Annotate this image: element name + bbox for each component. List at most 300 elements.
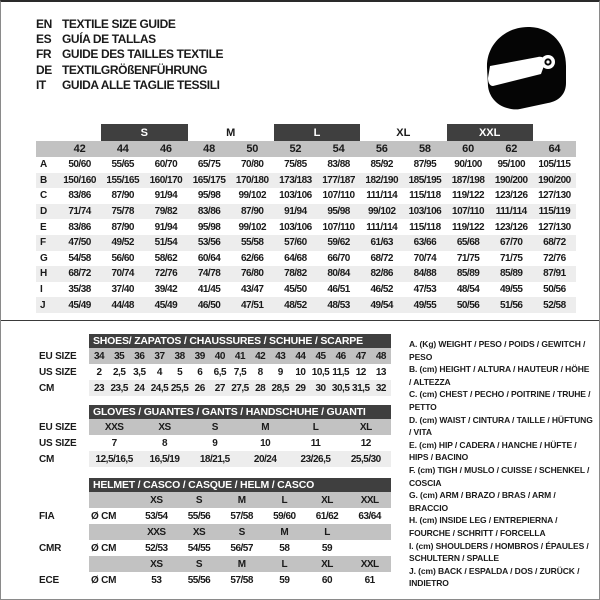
measurement-cell: 39/42 bbox=[154, 284, 178, 296]
measurement-cell: 115/118 bbox=[409, 190, 441, 202]
measurement-cell: 111/114 bbox=[495, 206, 527, 218]
size-cells bbox=[89, 508, 391, 524]
measurement-cell: 87/90 bbox=[111, 190, 134, 202]
measurement-cell: 123/126 bbox=[494, 190, 528, 202]
measurement-cell: 127/130 bbox=[538, 190, 571, 202]
spacer bbox=[39, 467, 391, 478]
language-row bbox=[36, 47, 223, 62]
measurement-cell: 83/88 bbox=[327, 159, 350, 171]
measurement-letter: J bbox=[40, 299, 46, 311]
language-code: EN bbox=[36, 16, 52, 31]
measurement-row bbox=[36, 204, 576, 220]
size-cell: 28 bbox=[255, 382, 266, 394]
measurement-cell: 150/160 bbox=[63, 174, 96, 186]
measurement-cell: 50/56 bbox=[543, 284, 566, 296]
size-cell: 7 bbox=[111, 437, 117, 449]
helmet-value-row bbox=[39, 572, 391, 588]
measurement-cell: 173/183 bbox=[279, 174, 312, 186]
size-column-header: 60 bbox=[462, 143, 474, 155]
measurement-letter: H bbox=[40, 268, 48, 280]
size-cell: 36 bbox=[134, 350, 145, 362]
size-row bbox=[39, 435, 391, 451]
size-cell: 7,5 bbox=[233, 366, 247, 378]
guide-title: GUIDA ALLE TAGLIE TESSILI bbox=[62, 78, 220, 93]
helmet-size-cell: L bbox=[281, 494, 288, 506]
size-group-label: M bbox=[226, 126, 236, 139]
measurement-cell: 182/190 bbox=[365, 174, 399, 186]
measurement-cell: 47/51 bbox=[240, 299, 264, 311]
helmet-size-cell: M bbox=[237, 494, 246, 506]
measurement-cell: 111/114 bbox=[366, 221, 398, 233]
measurement-cell: 49/52 bbox=[111, 237, 134, 249]
measurement-cell: 80/84 bbox=[327, 268, 350, 280]
helmet-value-cell: 58 bbox=[279, 542, 290, 554]
measurement-cell: 63/66 bbox=[413, 237, 437, 249]
guide-title: TEXTILE SIZE GUIDE bbox=[62, 16, 176, 31]
diameter-unit-label: Ø CM bbox=[91, 542, 117, 554]
standard-label: FIA bbox=[39, 510, 55, 522]
language-row bbox=[36, 31, 223, 46]
measurement-cell: 75/78 bbox=[111, 206, 134, 218]
language-row bbox=[36, 16, 223, 31]
helmet-value-row bbox=[39, 540, 391, 556]
size-column-header: 52 bbox=[289, 143, 302, 155]
helmet-value-cell: 59 bbox=[321, 542, 333, 554]
size-row bbox=[39, 419, 391, 435]
size-column-header: 48 bbox=[203, 143, 215, 155]
helmet-size-cell: XXS bbox=[147, 526, 166, 538]
measurement-cell: 90/100 bbox=[454, 159, 482, 171]
size-column-header: 58 bbox=[418, 143, 431, 155]
row-label: US SIZE bbox=[39, 366, 77, 378]
measurement-letter: B bbox=[40, 174, 48, 186]
language-code: FR bbox=[36, 47, 52, 62]
guide-title: TEXTILGRÖßENFÜHRUNG bbox=[62, 62, 208, 77]
section-divider bbox=[1, 320, 600, 321]
measurement-cell: 60/70 bbox=[154, 159, 178, 171]
row-label-empty bbox=[39, 524, 89, 540]
language-code: ES bbox=[36, 32, 52, 47]
measurement-cell: 115/118 bbox=[409, 221, 441, 233]
helmet-size-table bbox=[39, 478, 391, 588]
size-cells bbox=[89, 435, 391, 451]
legend-item: A. (Kg) WEIGHT / PESO / POIDS / GEWITCH / PESO bbox=[409, 339, 586, 362]
measurement-cell: 83/86 bbox=[68, 190, 91, 202]
language-title-list bbox=[36, 16, 223, 93]
measurement-row bbox=[36, 157, 576, 173]
measurement-cell: 71/75 bbox=[456, 252, 480, 264]
size-group-label: L bbox=[274, 124, 360, 141]
measurement-cell: 48/54 bbox=[456, 284, 480, 296]
helmet-size-row bbox=[39, 556, 391, 572]
size-cell: 3,5 bbox=[133, 366, 146, 378]
standard-label: CMR bbox=[39, 542, 62, 554]
helmet-value-cell: 60 bbox=[321, 574, 333, 586]
measurement-cell: 115/119 bbox=[538, 206, 571, 218]
size-row bbox=[39, 451, 391, 467]
helmet-size-cell: L bbox=[281, 558, 288, 570]
size-cells bbox=[89, 556, 391, 572]
measurement-cell: 103/106 bbox=[408, 206, 442, 218]
legend-item: I. (cm) SHOULDERS / HOMBROS / ÉPAULES / SCHULTERN / SPALLE bbox=[409, 540, 589, 564]
size-cell: 23,5 bbox=[110, 382, 128, 394]
size-cell: 48 bbox=[375, 350, 386, 362]
size-cell: 10,5 bbox=[311, 366, 330, 378]
size-cell: 8 bbox=[257, 366, 263, 378]
helmet-size-cell: S bbox=[195, 494, 203, 506]
measurement-cell: 67/70 bbox=[499, 237, 523, 249]
measurement-cell: 105/115 bbox=[538, 159, 571, 171]
clothing-size-table bbox=[36, 124, 576, 313]
row-label-empty bbox=[39, 492, 89, 508]
row-label: EU SIZE bbox=[39, 421, 77, 433]
size-column-header: 46 bbox=[159, 143, 172, 155]
measurement-cell: 95/98 bbox=[197, 190, 221, 202]
measurement-cell: 60/64 bbox=[197, 252, 221, 264]
size-cell: 41 bbox=[234, 350, 246, 362]
helmet-size-cell: XXL bbox=[360, 494, 379, 506]
measurement-cell: 51/54 bbox=[154, 237, 178, 249]
measurement-cell: 70/80 bbox=[240, 159, 264, 171]
measurement-cell: 78/82 bbox=[284, 268, 307, 280]
helmet-value-cell: 56/57 bbox=[230, 542, 253, 554]
size-cell: 11 bbox=[310, 437, 321, 449]
size-cell: 8 bbox=[161, 437, 168, 449]
size-cell: 38 bbox=[174, 350, 185, 362]
size-cell: 23 bbox=[94, 382, 105, 394]
helmet-value-cell: 54/55 bbox=[187, 542, 211, 554]
guide-title: GUÍA DE TALLAS bbox=[62, 32, 156, 47]
measurement-cell: 55/65 bbox=[111, 159, 134, 171]
size-group-row bbox=[36, 124, 576, 141]
size-cell: 32 bbox=[375, 382, 386, 394]
size-cell: 39 bbox=[194, 350, 205, 362]
helmet-size-cell: XL bbox=[321, 558, 333, 570]
spacer bbox=[39, 396, 391, 405]
measurement-letter: I bbox=[40, 284, 43, 296]
legend-item: C. (cm) CHEST / PECHO / POITRINE / TRUHE / PETTO bbox=[409, 389, 591, 412]
size-column-header: 50 bbox=[246, 143, 259, 155]
helmet-value-cell: 53 bbox=[151, 574, 162, 586]
helmet-value-cell: 55/56 bbox=[187, 574, 211, 586]
size-group-label: S bbox=[101, 124, 187, 141]
size-cells bbox=[89, 524, 391, 540]
measurement-cell: 41/45 bbox=[197, 284, 221, 296]
helmet-size-cell: L bbox=[324, 526, 330, 538]
size-cell: 30,5 bbox=[331, 382, 350, 394]
measurement-cell: 68/72 bbox=[68, 268, 91, 280]
measurement-row bbox=[36, 235, 576, 251]
helmet-size-cell: XXL bbox=[360, 558, 379, 570]
helmet-icon bbox=[475, 16, 575, 116]
size-cells bbox=[89, 380, 391, 396]
measurement-cell: 37/40 bbox=[111, 284, 134, 296]
measurement-letter: G bbox=[40, 252, 48, 264]
measurement-cell: 48/52 bbox=[284, 299, 307, 311]
size-column-header: 54 bbox=[332, 143, 345, 155]
size-cell: 47 bbox=[355, 350, 366, 362]
row-label-empty bbox=[39, 556, 89, 572]
helmet-value-cell: 52/53 bbox=[145, 542, 168, 554]
measurement-cell: 79/82 bbox=[154, 206, 178, 218]
measurement-cell: 64/68 bbox=[284, 252, 307, 264]
size-cell: 27 bbox=[214, 382, 225, 394]
size-cell: 2 bbox=[96, 366, 102, 378]
size-cell: 16,5/19 bbox=[149, 453, 180, 465]
size-cell: 25,5/30 bbox=[350, 453, 381, 465]
measurement-cell: 45/50 bbox=[284, 284, 307, 296]
row-label: EU SIZE bbox=[39, 350, 77, 362]
helmet-size-row bbox=[39, 492, 391, 508]
measurement-cell: 70/74 bbox=[111, 268, 134, 280]
measurement-cell: 49/54 bbox=[370, 299, 393, 311]
legend-item: H. (cm) INSIDE LEG / ENTREPIERNA / FOURCHE / SCHRITT / FORCELLA bbox=[409, 515, 558, 538]
size-column-header: 44 bbox=[116, 143, 129, 155]
size-cell: 12 bbox=[360, 437, 371, 449]
measurement-cell: 85/89 bbox=[499, 268, 523, 280]
helmet-size-cell: XS bbox=[150, 558, 163, 570]
measurement-cell: 43/47 bbox=[240, 284, 264, 296]
measurement-cell: 62/66 bbox=[240, 252, 264, 264]
measurement-cell: 83/86 bbox=[197, 206, 221, 218]
language-code: DE bbox=[36, 62, 52, 77]
size-cell: 45 bbox=[315, 350, 326, 362]
group-spacer bbox=[36, 124, 101, 141]
measurement-row bbox=[36, 266, 576, 282]
measurement-cell: 107/110 bbox=[322, 221, 355, 233]
measurement-cell: 99/102 bbox=[238, 190, 267, 202]
measurement-cell: 74/78 bbox=[197, 268, 221, 280]
measurement-cell: 49/55 bbox=[499, 284, 523, 296]
size-number-header-row bbox=[36, 141, 576, 157]
helmet-size-cell: M bbox=[237, 558, 246, 570]
section-title: SHOES/ ZAPATOS / CHAUSSURES / SCHUHE / SCARPE bbox=[89, 334, 391, 348]
row-label: CM bbox=[39, 382, 55, 394]
legend-item: F. (cm) TIGH / MUSLO / CUISSE / SCHENKEL / COSCIA bbox=[409, 464, 590, 488]
section-title: HELMET / CASCO / CASQUE / HELM / CASCO bbox=[89, 478, 391, 492]
measurement-cell: 50/56 bbox=[456, 299, 480, 311]
row-label: US SIZE bbox=[39, 437, 77, 449]
size-cell: 28,5 bbox=[271, 382, 289, 394]
size-cell: 9 bbox=[277, 366, 283, 378]
size-cell: L bbox=[312, 421, 319, 433]
diameter-unit-label: Ø CM bbox=[91, 510, 117, 522]
size-cells bbox=[89, 572, 391, 588]
size-cell: 26 bbox=[194, 382, 205, 394]
measurement-cell: 95/100 bbox=[497, 159, 526, 171]
size-cell: 46 bbox=[335, 350, 346, 362]
measurement-letter: C bbox=[40, 190, 48, 202]
size-cell: 30 bbox=[315, 382, 326, 394]
helmet-size-row bbox=[39, 524, 391, 540]
measurement-cell: 190/200 bbox=[538, 174, 571, 186]
measurement-cell: 160/170 bbox=[149, 174, 183, 186]
size-cell: 10 bbox=[295, 366, 306, 378]
legend-item: G. (cm) ARM / BRAZO / BRAS / ARM / BRACCIO bbox=[409, 490, 556, 513]
accessory-size-tables bbox=[39, 334, 391, 588]
group-spacer bbox=[533, 124, 576, 141]
size-column-header: 42 bbox=[73, 143, 86, 155]
measurement-cell: 44/48 bbox=[111, 299, 134, 311]
size-cell: 23/26,5 bbox=[300, 453, 331, 465]
measurement-cell: 52/58 bbox=[543, 299, 566, 311]
measurement-cell: 58/62 bbox=[154, 252, 178, 264]
measurement-cell: 65/68 bbox=[456, 237, 480, 249]
legend-item: B. (cm) HEIGHT / ALTURA / HAUTEUR / HÖHE / ALTEZZA bbox=[409, 364, 590, 387]
size-cells bbox=[89, 348, 391, 364]
measurement-cell: 155/165 bbox=[106, 174, 140, 186]
helmet-value-row bbox=[39, 508, 391, 524]
guide-title: GUIDE DES TAILLES TEXTILE bbox=[62, 47, 224, 62]
size-cell: 25,5 bbox=[170, 382, 189, 394]
helmet-value-cell: 57/58 bbox=[230, 510, 253, 522]
size-cell: 12,5/16,5 bbox=[95, 453, 133, 465]
measurement-cell: 50/60 bbox=[68, 159, 91, 171]
measurement-cell: 45/49 bbox=[154, 299, 178, 311]
measurement-cell: 55/58 bbox=[240, 237, 264, 249]
measurement-cell: 71/74 bbox=[68, 206, 91, 218]
helmet-size-cell: XL bbox=[321, 494, 333, 506]
measurement-row bbox=[36, 297, 576, 313]
size-cell: 35 bbox=[114, 350, 125, 362]
measurement-cell: 99/102 bbox=[238, 221, 267, 233]
size-group-label: XL bbox=[396, 126, 411, 139]
measurement-cell: 95/98 bbox=[327, 206, 350, 218]
size-cell: 24 bbox=[134, 382, 145, 394]
measurement-cell: 99/102 bbox=[367, 206, 396, 218]
helmet-value-cell: 53/54 bbox=[145, 510, 168, 522]
size-cell: 9 bbox=[212, 437, 218, 449]
size-cell: 24,5 bbox=[150, 382, 169, 394]
measurement-cell: 56/60 bbox=[111, 252, 134, 264]
measurement-cell: 85/92 bbox=[370, 159, 393, 171]
size-cell: 27,5 bbox=[231, 382, 249, 394]
measurement-cell: 84/88 bbox=[413, 268, 437, 280]
measurement-cell: 61/63 bbox=[370, 237, 393, 249]
size-cell: 34 bbox=[94, 350, 105, 362]
measurement-cell: 185/195 bbox=[408, 174, 442, 186]
size-cell: 5 bbox=[177, 366, 183, 378]
measurement-row bbox=[36, 188, 576, 204]
size-cell: M bbox=[261, 421, 270, 433]
size-group-label: XXL bbox=[447, 124, 533, 141]
measurement-cell: 68/72 bbox=[543, 237, 566, 249]
size-cell: 6 bbox=[197, 366, 203, 378]
size-cell: 18/21,5 bbox=[199, 453, 230, 465]
measurement-cell: 66/70 bbox=[327, 252, 350, 264]
measurement-cell: 187/198 bbox=[451, 174, 485, 186]
measurement-letter: E bbox=[40, 221, 47, 233]
measurement-cell: 75/85 bbox=[284, 159, 307, 171]
measurement-cell: 119/122 bbox=[452, 221, 485, 233]
helmet-value-cell: 55/56 bbox=[187, 510, 211, 522]
measurement-cell: 127/130 bbox=[538, 221, 571, 233]
language-code: IT bbox=[36, 78, 46, 93]
language-row bbox=[36, 78, 223, 93]
measurement-row bbox=[36, 282, 576, 298]
measurement-cell: 35/38 bbox=[68, 284, 91, 296]
measurement-cell: 57/60 bbox=[284, 237, 307, 249]
size-cell: 2,5 bbox=[112, 366, 126, 378]
measurement-row bbox=[36, 251, 576, 267]
diameter-unit-label: Ø CM bbox=[91, 574, 117, 586]
measurement-cell: 48/53 bbox=[327, 299, 350, 311]
measurement-cell: 91/94 bbox=[154, 190, 178, 202]
row-label: CM bbox=[39, 453, 55, 465]
helmet-value-cell: 57/58 bbox=[230, 574, 253, 586]
helmet-value-cell: 61/62 bbox=[315, 510, 339, 522]
legend-item: J. (cm) BACK / ESPALDA / DOS / ZURÜCK / INDIETRO bbox=[409, 565, 580, 589]
measurement-cell: 59/62 bbox=[327, 237, 350, 249]
size-cell: 37 bbox=[154, 350, 165, 362]
measurement-cell: 53/56 bbox=[197, 237, 221, 249]
measurement-cell: 46/50 bbox=[197, 299, 221, 311]
measurement-letter: F bbox=[40, 237, 47, 249]
size-cells bbox=[89, 540, 391, 556]
measurement-cell: 170/180 bbox=[235, 174, 269, 186]
measurement-cell: 46/51 bbox=[327, 284, 350, 296]
measurement-cell: 71/75 bbox=[499, 252, 523, 264]
helmet-value-cell: 59 bbox=[279, 574, 290, 586]
size-cells bbox=[89, 364, 391, 380]
helmet-size-cell: S bbox=[195, 558, 203, 570]
measurement-cell: 123/126 bbox=[494, 221, 528, 233]
size-cell: XS bbox=[158, 421, 171, 433]
size-cell: 10 bbox=[260, 437, 271, 449]
measurement-cell: 87/90 bbox=[240, 206, 264, 218]
size-cell: 11,5 bbox=[332, 366, 350, 378]
measurement-cell: 46/52 bbox=[370, 284, 393, 296]
measurement-cell: 72/76 bbox=[154, 268, 178, 280]
measurement-cell: 65/75 bbox=[197, 159, 221, 171]
size-row bbox=[39, 348, 391, 364]
size-column-header: 56 bbox=[375, 143, 388, 155]
measurement-cell: 107/110 bbox=[322, 190, 355, 202]
measurement-cell: 72/76 bbox=[543, 252, 566, 264]
measurement-cell: 83/86 bbox=[68, 221, 91, 233]
measurement-row bbox=[36, 219, 576, 235]
measurement-cell: 51/56 bbox=[499, 299, 523, 311]
measurement-cell: 85/89 bbox=[456, 268, 480, 280]
measurement-cell: 45/49 bbox=[68, 299, 91, 311]
measurement-legend bbox=[409, 338, 593, 590]
size-cells bbox=[89, 492, 391, 508]
size-row bbox=[39, 380, 391, 396]
measurement-cell: 54/58 bbox=[68, 252, 91, 264]
size-cell: 6,5 bbox=[213, 366, 227, 378]
helmet-size-cell: XS bbox=[150, 494, 163, 506]
size-row bbox=[39, 364, 391, 380]
measurement-cell: 47/53 bbox=[413, 284, 437, 296]
shoes-size-table bbox=[39, 334, 391, 396]
measurement-letter: D bbox=[40, 206, 48, 218]
size-cell: 4 bbox=[156, 366, 162, 378]
helmet-size-cell: XS bbox=[192, 526, 206, 538]
measurement-cell: 103/106 bbox=[279, 221, 312, 233]
helmet-size-cell: S bbox=[238, 526, 245, 538]
size-cell: 42 bbox=[255, 350, 266, 362]
measurement-cell: 91/94 bbox=[154, 221, 178, 233]
measurement-letter: A bbox=[40, 159, 48, 171]
measurement-cell: 82/86 bbox=[370, 268, 393, 280]
helmet-value-cell: 61 bbox=[364, 574, 375, 586]
size-cell: S bbox=[211, 421, 218, 433]
size-cell: XXS bbox=[104, 421, 124, 433]
size-cells bbox=[89, 451, 391, 467]
measurement-cell: 111/114 bbox=[366, 190, 398, 202]
measurement-cell: 87/91 bbox=[543, 268, 566, 280]
legend-item: D. (cm) WAIST / CINTURA / TAILLE / HÜFTUNG / VITA bbox=[409, 414, 593, 438]
